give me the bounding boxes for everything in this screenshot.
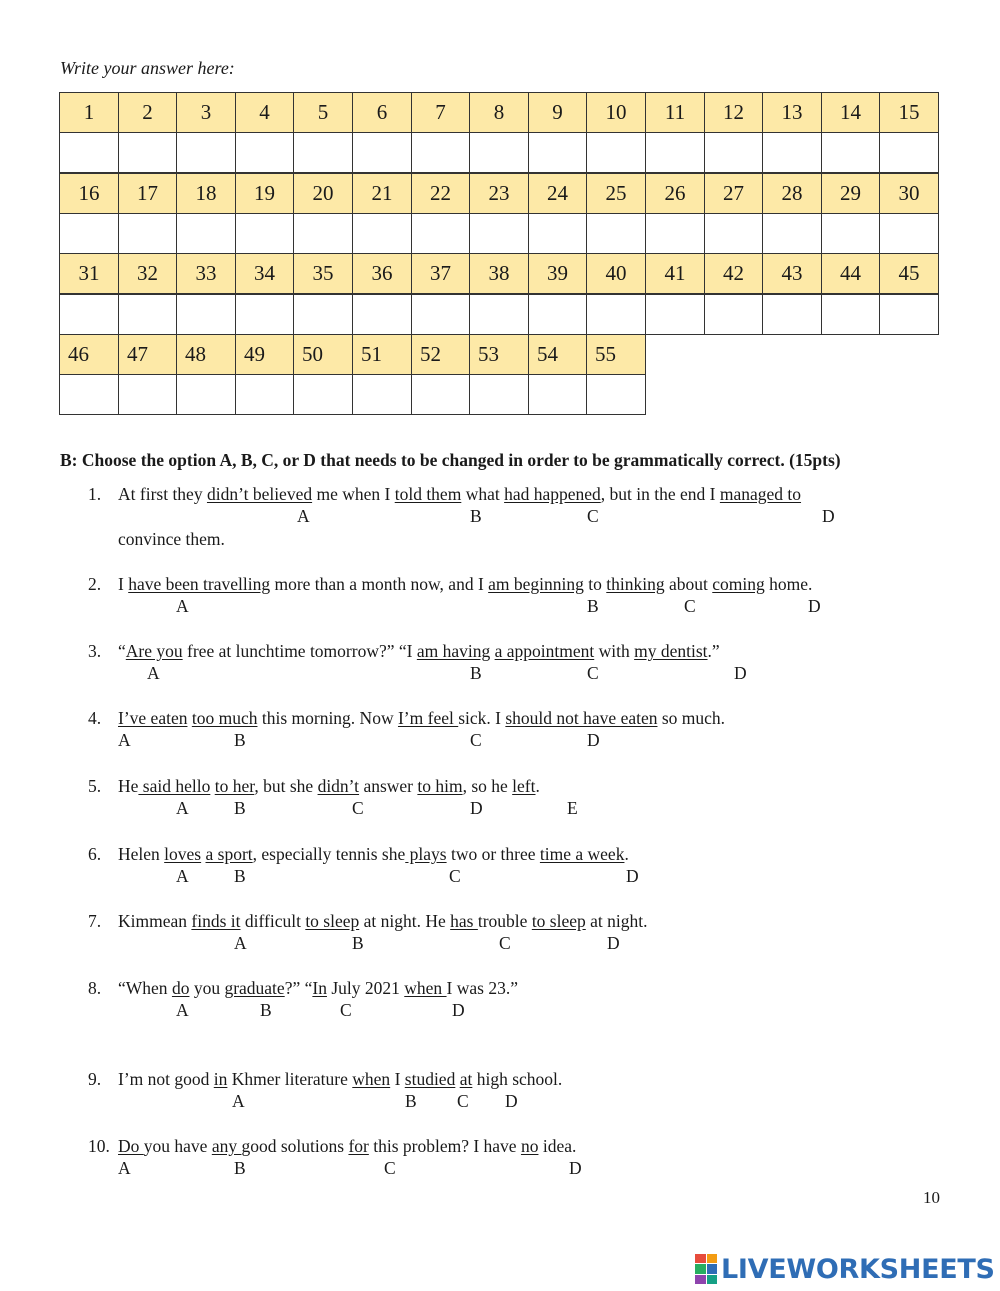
underlined-option: left (512, 776, 536, 796)
underlined-option: should not have eaten (505, 708, 658, 728)
underlined-option: managed to (719, 484, 802, 504)
sentence-segment: I’m not good (118, 1069, 214, 1089)
question-number: 10. (88, 1136, 110, 1156)
grid-answer-cell[interactable] (586, 132, 646, 173)
grid-number-cell: 2 (118, 92, 177, 133)
grid-answer-cell[interactable] (762, 294, 822, 335)
grid-number-cell: 36 (352, 253, 412, 294)
sentence-segment: you have (143, 1136, 212, 1156)
option-letter: B (405, 1091, 417, 1111)
sentence-segment: answer (359, 776, 418, 796)
question-text (118, 641, 720, 662)
grid-answer-cell[interactable] (821, 213, 880, 254)
grid-number-cell: 44 (821, 253, 880, 294)
sentence-segment: difficult (240, 911, 306, 931)
logo-mark-block (695, 1264, 706, 1273)
grid-answer-cell[interactable] (293, 132, 353, 173)
option-letter: B (234, 1158, 246, 1178)
grid-answer-cell[interactable] (59, 374, 119, 415)
sentence-segment: trouble (477, 911, 532, 931)
sentence-segment: to (583, 574, 607, 594)
grid-number-cell: 52 (411, 334, 470, 375)
option-letter: C (449, 866, 461, 886)
question-text (118, 1069, 562, 1090)
question-text (118, 844, 629, 865)
underlined-option: to sleep (305, 911, 360, 931)
grid-answer-cell[interactable] (469, 132, 529, 173)
grid-number-cell: 25 (586, 173, 646, 214)
grid-answer-cell[interactable] (59, 294, 119, 335)
sentence-segment: Helen (118, 844, 165, 864)
question-text (118, 708, 725, 729)
sentence-segment: I was 23.” (446, 978, 518, 998)
grid-answer-cell[interactable] (528, 294, 587, 335)
grid-answer-cell[interactable] (352, 294, 412, 335)
grid-number-cell: 1 (59, 92, 119, 133)
question-text (118, 776, 540, 797)
sentence-segment: about (664, 574, 713, 594)
underlined-option: didn’t (317, 776, 360, 796)
grid-answer-cell[interactable] (762, 132, 822, 173)
underlined-option: coming (712, 574, 765, 594)
sentence-segment: so much. (657, 708, 726, 728)
underlined-option: didn’t believed (206, 484, 313, 504)
underlined-option: told them (394, 484, 462, 504)
grid-number-cell: 9 (528, 92, 587, 133)
option-letter: B (470, 663, 482, 683)
sentence-segment: me when I (312, 484, 395, 504)
option-letter: B (470, 506, 482, 526)
grid-number-cell: 37 (411, 253, 470, 294)
option-letter: D (470, 798, 483, 818)
grid-answer-cell[interactable] (645, 132, 705, 173)
underlined-option: plays (405, 844, 447, 864)
question-number: 9. (88, 1069, 102, 1089)
question-text (118, 911, 648, 932)
option-letter: D (822, 506, 835, 526)
grid-answer-cell[interactable] (352, 132, 412, 173)
underlined-option: when (352, 1069, 391, 1089)
question-number: 5. (88, 776, 102, 796)
grid-answer-cell[interactable] (235, 213, 294, 254)
sentence-segment: “When (118, 978, 172, 998)
option-letter: E (567, 798, 578, 818)
underlined-option: finds it (191, 911, 241, 931)
grid-number-cell: 4 (235, 92, 294, 133)
underlined-option: I’m feel (397, 708, 459, 728)
grid-number-cell: 12 (704, 92, 763, 133)
grid-number-cell: 18 (176, 173, 236, 214)
grid-number-cell: 22 (411, 173, 470, 214)
option-letter: C (457, 1091, 469, 1111)
underlined-option: had happened (504, 484, 601, 504)
sentence-segment: At first they (118, 484, 207, 504)
grid-number-cell: 50 (293, 334, 353, 375)
grid-answer-cell[interactable] (645, 213, 705, 254)
underlined-option: do (171, 978, 190, 998)
sentence-segment: idea. (538, 1136, 577, 1156)
underlined-option: my dentist (634, 641, 708, 661)
underlined-option: time a week (539, 844, 625, 864)
sentence-segment: He (118, 776, 139, 796)
grid-number-cell: 45 (879, 253, 939, 294)
grid-number-cell: 19 (235, 173, 294, 214)
underlined-option: no (520, 1136, 539, 1156)
grid-number-cell: 35 (293, 253, 353, 294)
grid-answer-cell[interactable] (59, 132, 119, 173)
option-letter: C (470, 730, 482, 750)
grid-number-cell: 11 (645, 92, 705, 133)
underlined-option: a sport (205, 844, 253, 864)
sentence-segment: . (535, 776, 540, 796)
grid-number-cell: 32 (118, 253, 177, 294)
question-number: 1. (88, 484, 102, 504)
grid-answer-cell[interactable] (821, 132, 880, 173)
grid-number-cell: 41 (645, 253, 705, 294)
underlined-option: to sleep (531, 911, 586, 931)
option-letter: A (234, 933, 247, 953)
option-letter: A (147, 663, 160, 683)
grid-answer-cell[interactable] (879, 213, 939, 254)
grid-number-cell: 29 (821, 173, 880, 214)
sentence-segment: good solutions (241, 1136, 349, 1156)
underlined-option: too much (191, 708, 258, 728)
section-b-title: B: Choose the option A, B, C, or D that needs to be changed in order to be grammatically correct. (15pts) (60, 450, 841, 470)
option-letter: D (505, 1091, 518, 1111)
grid-number-cell: 24 (528, 173, 587, 214)
underlined-option: loves (164, 844, 202, 864)
grid-answer-cell[interactable] (528, 374, 587, 415)
option-letter: A (232, 1091, 245, 1111)
grid-number-cell: 39 (528, 253, 587, 294)
grid-answer-cell[interactable] (293, 374, 353, 415)
answer-instruction: Write your answer here: (60, 58, 235, 78)
grid-answer-cell[interactable] (704, 294, 763, 335)
underlined-option: am beginning (488, 574, 584, 594)
sentence-segment: I (118, 574, 129, 594)
option-letter: A (176, 1000, 189, 1020)
sentence-segment: you (189, 978, 225, 998)
option-letter: C (340, 1000, 352, 1020)
grid-answer-cell[interactable] (235, 132, 294, 173)
underlined-option: graduate (224, 978, 285, 998)
logo-mark-block (707, 1275, 718, 1284)
grid-answer-cell[interactable] (879, 132, 939, 173)
sentence-segment: at night. He (359, 911, 451, 931)
underlined-option: have been travelling (128, 574, 271, 594)
option-letter: D (734, 663, 747, 683)
grid-answer-cell[interactable] (411, 294, 470, 335)
underlined-option: to him (417, 776, 463, 796)
logo-text: LIVEWORKSHEETS (721, 1253, 995, 1285)
question-text (118, 1136, 576, 1157)
grid-number-cell: 51 (352, 334, 412, 375)
grid-number-cell: 55 (586, 334, 646, 375)
sentence-segment: sick. I (458, 708, 506, 728)
option-letter: A (176, 866, 189, 886)
option-letter: D (808, 596, 821, 616)
question-text (118, 574, 812, 595)
option-letter: C (684, 596, 696, 616)
grid-number-cell: 48 (176, 334, 236, 375)
grid-number-cell: 31 (59, 253, 119, 294)
sentence-segment: ?” “ (284, 978, 313, 998)
sentence-segment: two or three (446, 844, 540, 864)
option-letter: B (234, 798, 246, 818)
grid-answer-cell[interactable] (469, 213, 529, 254)
page-number: 10 (923, 1188, 940, 1207)
grid-number-cell: 46 (59, 334, 119, 375)
question-text (118, 978, 518, 999)
grid-number-cell: 53 (469, 334, 529, 375)
grid-answer-cell[interactable] (528, 132, 587, 173)
grid-number-cell: 38 (469, 253, 529, 294)
sentence-segment: Kimmean (118, 911, 192, 931)
option-letter: B (587, 596, 599, 616)
grid-number-cell: 40 (586, 253, 646, 294)
underlined-option: a appointment (494, 641, 595, 661)
grid-answer-cell[interactable] (411, 374, 470, 415)
sentence-segment: more than a month now, and I (270, 574, 489, 594)
grid-answer-cell[interactable] (704, 132, 763, 173)
grid-answer-cell[interactable] (235, 294, 294, 335)
question-number: 2. (88, 574, 102, 594)
option-letter: C (352, 798, 364, 818)
option-letter: B (352, 933, 364, 953)
grid-number-cell: 5 (293, 92, 353, 133)
question-number: 3. (88, 641, 102, 661)
liveworksheets-logo[interactable] (695, 1252, 995, 1286)
sentence-segment: this morning. Now (257, 708, 398, 728)
grid-number-cell: 3 (176, 92, 236, 133)
grid-number-cell: 49 (235, 334, 294, 375)
grid-answer-cell[interactable] (118, 294, 177, 335)
option-letter: B (234, 866, 246, 886)
option-letter: A (176, 596, 189, 616)
sentence-segment: at night. (585, 911, 648, 931)
sentence-segment: . (624, 844, 629, 864)
sentence-segment: with (594, 641, 635, 661)
option-letter: C (499, 933, 511, 953)
sentence-segment: high school. (472, 1069, 563, 1089)
grid-answer-cell[interactable] (586, 374, 646, 415)
grid-number-cell: 54 (528, 334, 587, 375)
grid-number-cell: 6 (352, 92, 412, 133)
grid-answer-cell[interactable] (235, 374, 294, 415)
grid-number-cell: 21 (352, 173, 412, 214)
underlined-option: for (348, 1136, 369, 1156)
grid-answer-cell[interactable] (293, 213, 353, 254)
question-continuation: convince them. (118, 529, 225, 549)
grid-answer-cell[interactable] (528, 213, 587, 254)
underlined-option: any (211, 1136, 242, 1156)
grid-answer-cell[interactable] (704, 213, 763, 254)
liveworksheets-logo-icon (695, 1254, 717, 1284)
underlined-option: when (404, 978, 447, 998)
underlined-option: Are you (125, 641, 183, 661)
grid-number-cell: 23 (469, 173, 529, 214)
grid-number-cell: 20 (293, 173, 353, 214)
sentence-segment: this problem? I have (368, 1136, 521, 1156)
grid-answer-cell[interactable] (469, 374, 529, 415)
grid-answer-cell[interactable] (821, 294, 880, 335)
question-number: 6. (88, 844, 102, 864)
option-letter: D (626, 866, 639, 886)
grid-number-cell: 14 (821, 92, 880, 133)
question-number: 4. (88, 708, 102, 728)
sentence-segment: Khmer literature (227, 1069, 353, 1089)
grid-answer-cell[interactable] (176, 132, 236, 173)
grid-number-cell: 47 (118, 334, 177, 375)
grid-answer-cell[interactable] (645, 294, 705, 335)
grid-answer-cell[interactable] (879, 294, 939, 335)
question-text (118, 484, 801, 505)
grid-answer-cell[interactable] (176, 374, 236, 415)
grid-answer-cell[interactable] (176, 213, 236, 254)
logo-mark-block (707, 1264, 718, 1273)
sentence-segment: I (390, 1069, 405, 1089)
logo-mark-block (695, 1275, 706, 1284)
grid-answer-cell[interactable] (59, 213, 119, 254)
underlined-option: at (459, 1069, 473, 1089)
grid-answer-cell[interactable] (352, 374, 412, 415)
option-letter: B (260, 1000, 272, 1020)
underlined-option: In (312, 978, 327, 998)
sentence-segment: free at lunchtime tomorrow?” “I (182, 641, 417, 661)
option-letter: A (118, 1158, 131, 1178)
grid-answer-cell[interactable] (469, 294, 529, 335)
underlined-option: said hello (138, 776, 211, 796)
grid-number-cell: 8 (469, 92, 529, 133)
grid-answer-cell[interactable] (176, 294, 236, 335)
grid-number-cell: 43 (762, 253, 822, 294)
option-letter: C (587, 506, 599, 526)
grid-number-cell: 42 (704, 253, 763, 294)
option-letter: C (587, 663, 599, 683)
grid-answer-cell[interactable] (352, 213, 412, 254)
option-letter: D (452, 1000, 465, 1020)
logo-mark-block (695, 1254, 706, 1263)
grid-number-cell: 26 (645, 173, 705, 214)
sentence-segment: , especially tennis she (252, 844, 406, 864)
underlined-option: I’ve eaten (118, 708, 188, 728)
grid-number-cell: 33 (176, 253, 236, 294)
grid-number-cell: 28 (762, 173, 822, 214)
sentence-segment: July 2021 (326, 978, 405, 998)
grid-number-cell: 27 (704, 173, 763, 214)
grid-number-cell: 34 (235, 253, 294, 294)
grid-number-cell: 30 (879, 173, 939, 214)
underlined-option: Do (118, 1136, 144, 1156)
sentence-segment: , but in the end I (600, 484, 720, 504)
underlined-option: studied (404, 1069, 456, 1089)
option-letter: A (118, 730, 131, 750)
sentence-segment: , so he (462, 776, 513, 796)
grid-number-cell: 13 (762, 92, 822, 133)
grid-answer-cell[interactable] (411, 213, 470, 254)
grid-answer-cell[interactable] (118, 213, 177, 254)
option-letter: D (607, 933, 620, 953)
underlined-option: am having (416, 641, 491, 661)
sentence-segment: home. (764, 574, 813, 594)
grid-answer-cell[interactable] (293, 294, 353, 335)
option-letter: A (297, 506, 310, 526)
grid-number-cell: 15 (879, 92, 939, 133)
underlined-option: has (450, 911, 478, 931)
grid-answer-cell[interactable] (118, 132, 177, 173)
question-number: 8. (88, 978, 102, 998)
grid-answer-cell[interactable] (586, 213, 646, 254)
grid-answer-cell[interactable] (586, 294, 646, 335)
grid-number-cell: 10 (586, 92, 646, 133)
sentence-segment: .” (707, 641, 720, 661)
grid-answer-cell[interactable] (118, 374, 177, 415)
question-number: 7. (88, 911, 102, 931)
option-letter: A (176, 798, 189, 818)
underlined-option: thinking (606, 574, 665, 594)
sentence-segment: , but she (254, 776, 318, 796)
grid-answer-cell[interactable] (411, 132, 470, 173)
underlined-option: to her (214, 776, 255, 796)
option-letter: D (569, 1158, 582, 1178)
grid-number-cell: 17 (118, 173, 177, 214)
logo-mark-block (707, 1254, 718, 1263)
sentence-segment: what (461, 484, 505, 504)
option-letter: D (587, 730, 600, 750)
option-letter: C (384, 1158, 396, 1178)
underlined-option: in (213, 1069, 228, 1089)
option-letter: B (234, 730, 246, 750)
grid-answer-cell[interactable] (762, 213, 822, 254)
grid-number-cell: 7 (411, 92, 470, 133)
sentence-segment: “ (118, 641, 126, 661)
grid-number-cell: 16 (59, 173, 119, 214)
